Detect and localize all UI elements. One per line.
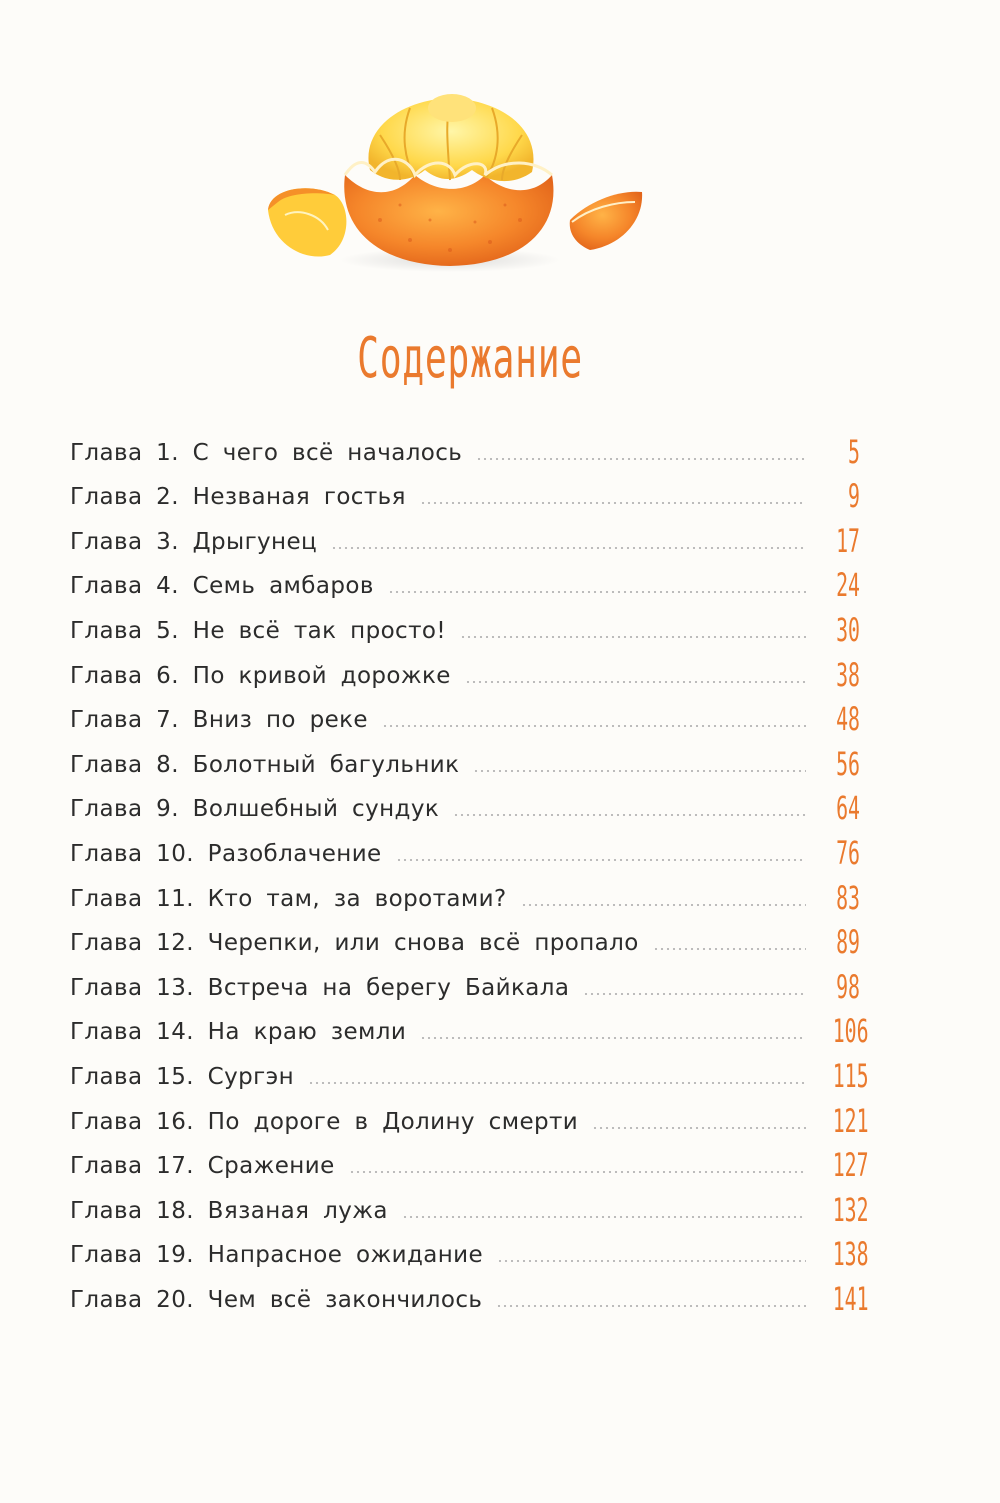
page-number: 64 [836,789,860,828]
dot-leader [592,1127,806,1129]
dot-leader [473,770,806,772]
toc-entry[interactable] [70,470,860,515]
page-number: 106 [832,1012,869,1051]
toc-entry[interactable] [70,1183,869,1229]
chapter-title: Глава 4. Семь амбаров [70,573,374,600]
dot-leader [496,1305,806,1307]
page-number: 141 [832,1279,869,1318]
page-number: 115 [832,1056,869,1095]
chapter-title: Глава 16. По дороге в Долину смерти [70,1108,579,1135]
page-number: 89 [836,923,860,962]
toc-entry[interactable] [70,425,860,470]
chapter-title: Глава 15. Сургэн [70,1063,295,1090]
dot-leader [402,1216,806,1218]
toc-entry[interactable] [70,648,860,693]
page-number: 76 [836,833,860,872]
page-title: Содержание [357,326,583,391]
dot-leader [653,948,806,950]
page-number: 5 [848,432,860,471]
dot-leader [465,681,806,683]
dot-leader [420,1037,806,1039]
page-number: 38 [836,655,860,694]
toc-entry[interactable] [70,871,860,916]
toc-entry[interactable] [70,1005,869,1051]
dot-leader [453,814,806,816]
page-number: 121 [832,1101,869,1140]
chapter-title: Глава 10. Разоблачение [70,840,382,867]
toc-entry[interactable] [70,1139,869,1185]
page-number: 24 [836,566,860,605]
chapter-title: Глава 14. На краю земли [70,1019,407,1046]
chapter-title: Глава 11. Кто там, за воротами? [70,885,507,912]
toc-entry[interactable] [70,826,860,871]
chapter-title: Глава 18. Вязаная лужа [70,1197,388,1224]
chapter-title: Глава 6. По кривой дорожке [70,662,451,689]
toc-entry[interactable] [70,1094,869,1140]
dot-leader [420,502,806,504]
chapter-title: Глава 17. Сражение [70,1153,335,1180]
dot-leader [460,636,806,638]
chapter-title: Глава 1. С чего всё началось [70,439,463,466]
toc-entry[interactable] [70,916,860,961]
page-number: 9 [848,477,860,516]
toc-entry[interactable] [70,514,860,559]
dot-leader [331,547,806,549]
dot-leader [497,1260,806,1262]
dot-leader [583,993,806,995]
chapter-title: Глава 7. Вниз по реке [70,707,368,734]
toc-entry[interactable] [70,782,860,827]
dot-leader [521,904,806,906]
page-number: 98 [836,967,860,1006]
toc-entry[interactable] [70,737,860,782]
page-number: 127 [832,1146,869,1185]
toc-entry[interactable] [70,603,860,648]
dot-leader [476,458,806,460]
page-number: 56 [836,744,860,783]
dot-leader [382,725,806,727]
dot-leader [396,859,806,861]
chapter-title: Глава 3. Дрыгунец [70,528,318,555]
chapter-title: Глава 5. Не всё так просто! [70,617,446,644]
page-number: 17 [836,521,860,560]
page-number: 30 [836,610,860,649]
dot-leader [388,591,806,593]
chapter-title: Глава 20. Чем всё закончилось [70,1286,483,1313]
table-of-contents [70,425,869,1318]
toc-entry[interactable] [70,559,860,604]
page-number: 138 [832,1235,869,1274]
dot-leader [308,1082,806,1084]
chapter-title: Глава 19. Напрасное ожидание [70,1242,484,1269]
page-number: 83 [836,878,860,917]
chapter-title: Глава 12. Черепки, или снова всё пропало [70,930,639,957]
chapter-title: Глава 9. Волшебный сундук [70,796,440,823]
toc-entry[interactable] [70,1049,869,1095]
toc-entry[interactable] [70,960,860,1005]
page-number: 48 [836,700,860,739]
chapter-title: Глава 2. Незваная гостья [70,484,406,511]
toc-entry[interactable] [70,693,860,738]
tangerine-illustration [250,80,650,280]
chapter-title: Глава 8. Болотный багульник [70,751,460,778]
toc-entry[interactable] [70,1272,869,1318]
dot-leader [349,1171,806,1173]
toc-entry[interactable] [70,1228,869,1274]
page-number: 132 [832,1190,869,1229]
chapter-title: Глава 13. Встреча на берегу Байкала [70,974,570,1001]
